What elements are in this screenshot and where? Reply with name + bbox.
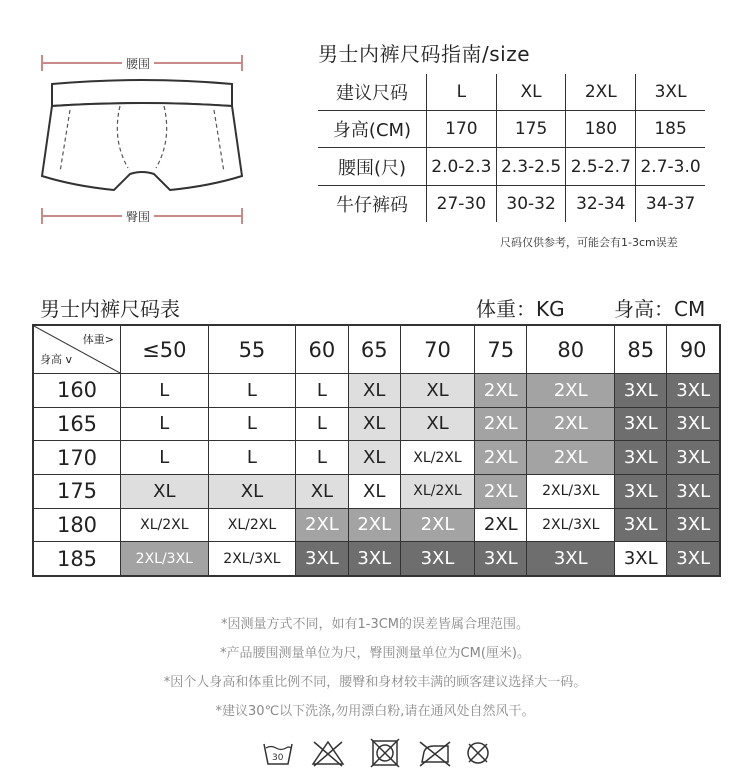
size-cell: 2XL/3XL <box>527 474 615 508</box>
guide-row <box>317 73 706 111</box>
size-cell: L <box>296 407 348 441</box>
size-cell: 3XL <box>667 542 720 576</box>
weight-header-cell: 80 <box>527 325 615 374</box>
guide-cell: L <box>427 73 497 111</box>
weight-header-cell: 70 <box>400 325 474 374</box>
size-cell: XL/2XL <box>400 474 474 508</box>
guide-cell: 170 <box>427 111 497 148</box>
height-header-cell: 160 <box>33 374 121 408</box>
weight-header-cell: 65 <box>348 325 400 374</box>
size-cell: 2XL/3XL <box>208 542 296 576</box>
size-cell: XL/2XL <box>400 441 474 475</box>
size-guide-table <box>316 72 707 224</box>
corner-cell <box>33 325 121 374</box>
guide-row-header: 身高(CM) <box>317 111 427 148</box>
no-bleach-icon <box>313 742 343 766</box>
guide-row-header: 牛仔裤码 <box>317 185 427 223</box>
size-cell: 3XL <box>667 407 720 441</box>
guide-row <box>317 111 706 148</box>
height-unit-label: 身高：CM <box>614 297 706 321</box>
size-cell: L <box>208 407 296 441</box>
size-cell: XL/2XL <box>208 508 296 542</box>
size-cell: XL <box>400 374 474 408</box>
corner-weight-label: 体重> <box>82 333 114 346</box>
guide-cell: 34-37 <box>636 185 706 223</box>
size-cell: 3XL <box>667 374 720 408</box>
size-cell: 2XL <box>527 374 615 408</box>
size-cell: XL <box>348 407 400 441</box>
note-3: *因个人身高和体重比例不同，腰臀和身材较丰满的顾客建议选择大一码。 <box>163 675 587 690</box>
guide-note: 尺码仅供参考，可能会有1-3cm误差 <box>500 236 678 249</box>
size-cell: 2XL/3XL <box>527 508 615 542</box>
size-row <box>33 542 720 576</box>
size-row <box>33 441 720 475</box>
size-cell: 3XL <box>400 542 474 576</box>
waist-label: 腰围 <box>122 55 154 72</box>
size-chart-table <box>32 324 721 577</box>
note-1: *因测量方式不同，如有1-3CM的误差皆属合理范围。 <box>220 617 530 632</box>
size-cell: 2XL <box>475 441 527 475</box>
size-cell: 3XL <box>348 542 400 576</box>
size-cell: 2XL <box>527 441 615 475</box>
size-cell: 3XL <box>667 474 720 508</box>
size-cell: 2XL <box>527 407 615 441</box>
size-cell: 3XL <box>296 542 348 576</box>
svg-text:30: 30 <box>272 753 284 763</box>
weight-header-row <box>33 325 720 374</box>
size-cell: 3XL <box>615 374 667 408</box>
size-cell: L <box>121 441 209 475</box>
no-dry-clean-icon <box>468 743 488 763</box>
guide-cell: 180 <box>566 111 636 148</box>
weight-header-cell: 55 <box>208 325 296 374</box>
size-cell: XL <box>348 374 400 408</box>
size-cell: XL <box>400 407 474 441</box>
height-header-cell: 180 <box>33 508 121 542</box>
weight-header-cell: ≤50 <box>121 325 209 374</box>
guide-cell: 2XL <box>566 73 636 111</box>
size-cell: L <box>121 407 209 441</box>
size-cell: 3XL <box>615 508 667 542</box>
size-row <box>33 407 720 441</box>
weight-header-cell: 85 <box>615 325 667 374</box>
weight-header-cell: 60 <box>296 325 348 374</box>
underwear-diagram <box>30 40 260 240</box>
size-cell: 3XL <box>667 508 720 542</box>
guide-title: 男士内裤尺码指南/size <box>318 42 531 66</box>
size-cell: L <box>296 374 348 408</box>
weight-unit-label: 体重：KG <box>476 297 565 321</box>
size-cell: 2XL <box>475 407 527 441</box>
size-cell: 3XL <box>475 542 527 576</box>
weight-header-cell: 90 <box>667 325 720 374</box>
size-cell: 3XL <box>615 474 667 508</box>
guide-row <box>317 148 706 185</box>
guide-cell: 2.3-2.5 <box>496 148 566 185</box>
size-cell: 3XL <box>667 441 720 475</box>
corner-height-label: 身高 v <box>40 353 73 366</box>
size-cell: XL/2XL <box>121 508 209 542</box>
size-cell: XL <box>208 474 296 508</box>
size-cell: 2XL <box>475 374 527 408</box>
size-cell: L <box>121 374 209 408</box>
size-cell: 2XL <box>400 508 474 542</box>
size-cell: L <box>208 441 296 475</box>
size-cell: XL <box>348 441 400 475</box>
height-header-cell: 185 <box>33 542 121 576</box>
size-cell: 2XL <box>348 508 400 542</box>
guide-row-header: 腰围(尺) <box>317 148 427 185</box>
size-cell: XL <box>121 474 209 508</box>
guide-cell: 32-34 <box>566 185 636 223</box>
size-cell: 2XL <box>475 508 527 542</box>
height-header-cell: 165 <box>33 407 121 441</box>
care-icons <box>262 736 492 768</box>
guide-cell: 2.0-2.3 <box>427 148 497 185</box>
size-cell: 2XL <box>296 508 348 542</box>
guide-cell: 30-32 <box>496 185 566 223</box>
size-cell: 3XL <box>615 407 667 441</box>
guide-cell: 185 <box>636 111 706 148</box>
size-row <box>33 374 720 408</box>
size-row <box>33 474 720 508</box>
guide-cell: 27-30 <box>427 185 497 223</box>
guide-cell: 2.7-3.0 <box>636 148 706 185</box>
guide-cell: 2.5-2.7 <box>566 148 636 185</box>
size-cell: 3XL <box>527 542 615 576</box>
size-cell: 3XL <box>615 441 667 475</box>
size-cell: XL <box>296 474 348 508</box>
size-cell: L <box>208 374 296 408</box>
size-cell: XL <box>348 474 400 508</box>
guide-cell: 3XL <box>636 73 706 111</box>
guide-cell: 175 <box>496 111 566 148</box>
size-cell: 3XL <box>615 542 667 576</box>
height-header-cell: 175 <box>33 474 121 508</box>
height-header-cell: 170 <box>33 441 121 475</box>
weight-header-cell: 75 <box>475 325 527 374</box>
hip-label: 臀围 <box>122 208 154 225</box>
note-4: *建议30℃以下洗涤,勿用漂白粉,请在通风处自然风干。 <box>215 704 535 719</box>
guide-row <box>317 185 706 223</box>
size-table-title: 男士内裤尺码表 <box>40 297 180 321</box>
no-tumble-dry-icon <box>371 739 399 767</box>
size-cell: L <box>296 441 348 475</box>
no-iron-icon <box>420 742 450 766</box>
note-2: *产品腰围测量单位为尺，臀围测量单位为CM(厘米)。 <box>220 646 530 661</box>
size-cell: 2XL <box>475 474 527 508</box>
guide-row-header: 建议尺码 <box>317 73 427 111</box>
size-row <box>33 508 720 542</box>
size-cell: 2XL/3XL <box>121 542 209 576</box>
guide-cell: XL <box>496 73 566 111</box>
wash-30-icon <box>264 744 292 764</box>
